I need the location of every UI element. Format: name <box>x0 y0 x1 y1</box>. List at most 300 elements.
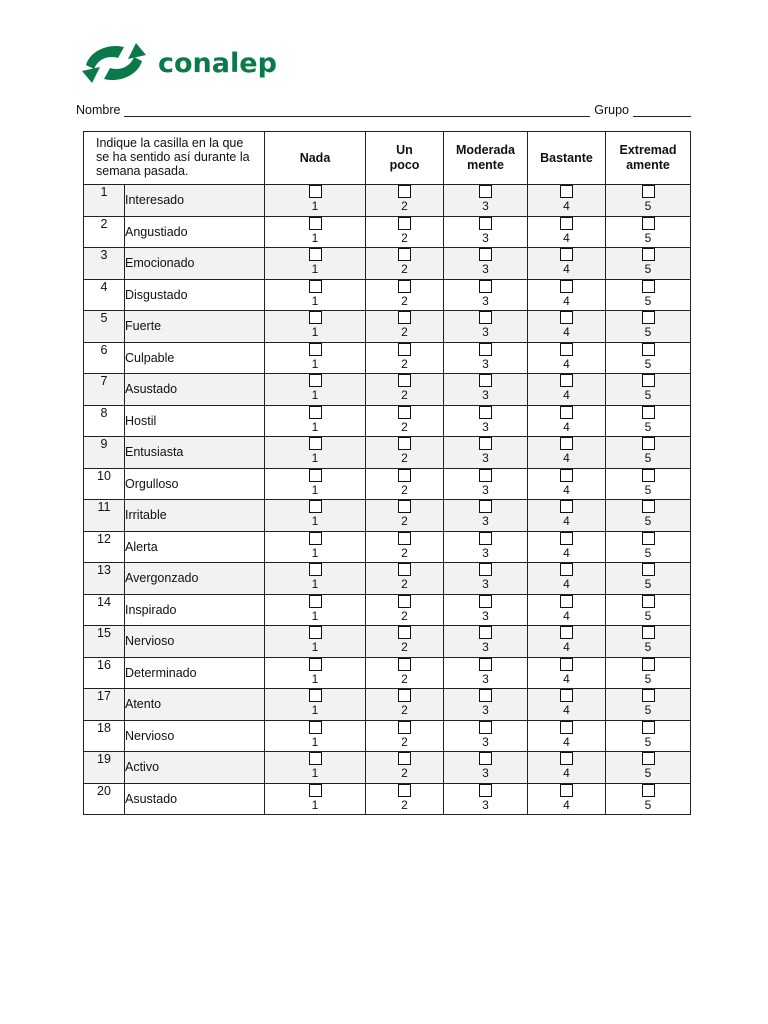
rating-checkbox[interactable] <box>398 595 411 608</box>
rating-cell <box>265 563 366 595</box>
rating-value: 5 <box>644 734 652 749</box>
rating-checkbox[interactable] <box>642 437 655 450</box>
rating-value: 4 <box>563 797 570 812</box>
rating-checkbox[interactable] <box>642 721 655 734</box>
rating-value: 3 <box>482 734 489 749</box>
rating-cell <box>444 783 528 815</box>
rating-cell <box>606 437 691 469</box>
rating-cell <box>606 783 691 815</box>
rating-checkbox[interactable] <box>479 311 492 324</box>
rating-checkbox[interactable] <box>309 248 322 261</box>
item-label: Interesado <box>125 185 265 217</box>
rating-value: 1 <box>311 514 319 528</box>
rating-value: 3 <box>482 419 489 434</box>
rating-value: 1 <box>311 640 319 654</box>
rating-cell <box>528 531 606 563</box>
rating-checkbox[interactable] <box>398 374 411 387</box>
rating-value: 5 <box>644 419 652 434</box>
rating-checkbox[interactable] <box>560 500 573 513</box>
rating-checkbox[interactable] <box>642 626 655 639</box>
rating-cell <box>265 374 366 406</box>
rating-checkbox[interactable] <box>309 437 322 450</box>
rating-checkbox[interactable] <box>309 280 322 293</box>
rating-checkbox[interactable] <box>479 437 492 450</box>
rating-cell <box>265 437 366 469</box>
rating-checkbox[interactable] <box>642 343 655 356</box>
rating-checkbox[interactable] <box>398 658 411 671</box>
rating-cell <box>366 342 444 374</box>
rating-cell <box>265 626 366 658</box>
item-number: 14 <box>84 594 125 626</box>
rating-checkbox[interactable] <box>479 752 492 765</box>
rating-checkbox[interactable] <box>309 563 322 576</box>
rating-value: 2 <box>401 356 408 371</box>
rating-cell <box>606 626 691 658</box>
rating-cell <box>606 500 691 532</box>
rating-value: 2 <box>401 262 408 276</box>
item-number: 20 <box>84 783 125 815</box>
rating-value: 1 <box>311 388 319 402</box>
rating-checkbox[interactable] <box>398 217 411 230</box>
rating-checkbox[interactable] <box>560 406 573 419</box>
rating-cell <box>444 657 528 689</box>
rating-checkbox[interactable] <box>560 374 573 387</box>
rating-checkbox[interactable] <box>309 595 322 608</box>
rating-cell <box>444 405 528 437</box>
rating-cell <box>444 720 528 752</box>
rating-cell <box>606 468 691 500</box>
rating-cell <box>606 342 691 374</box>
rating-cell <box>444 752 528 784</box>
rating-cell <box>444 216 528 248</box>
rating-cell <box>528 752 606 784</box>
item-label: Irritable <box>125 500 265 532</box>
rating-checkbox[interactable] <box>479 563 492 576</box>
item-label: Activo <box>125 752 265 784</box>
name-label: Nombre <box>76 103 121 117</box>
item-label: Angustiado <box>125 216 265 248</box>
rating-checkbox[interactable] <box>398 752 411 765</box>
table-row <box>84 342 691 374</box>
rating-checkbox[interactable] <box>642 563 655 576</box>
rating-cell <box>265 500 366 532</box>
group-label: Grupo <box>594 103 629 117</box>
rating-checkbox[interactable] <box>642 689 655 702</box>
rating-value: 3 <box>482 545 489 560</box>
rating-value: 4 <box>563 766 570 780</box>
rating-value: 1 <box>311 545 319 560</box>
table-row <box>84 783 691 815</box>
rating-checkbox[interactable] <box>309 721 322 734</box>
rating-checkbox[interactable] <box>309 217 322 230</box>
rating-checkbox[interactable] <box>560 658 573 671</box>
rating-cell <box>366 437 444 469</box>
rating-checkbox[interactable] <box>309 343 322 356</box>
table-row <box>84 500 691 532</box>
rating-cell <box>265 720 366 752</box>
rating-checkbox[interactable] <box>479 784 492 797</box>
rating-checkbox[interactable] <box>642 217 655 230</box>
table-row <box>84 216 691 248</box>
rating-cell <box>444 594 528 626</box>
rating-cell <box>265 279 366 311</box>
rating-checkbox[interactable] <box>479 374 492 387</box>
item-number: 8 <box>84 405 125 437</box>
rating-checkbox[interactable] <box>642 280 655 293</box>
rating-value: 1 <box>311 766 319 780</box>
item-label: Alerta <box>125 531 265 563</box>
rating-cell <box>444 437 528 469</box>
rating-checkbox[interactable] <box>398 248 411 261</box>
rating-cell <box>265 342 366 374</box>
item-number: 5 <box>84 311 125 343</box>
rating-checkbox[interactable] <box>560 311 573 324</box>
rating-checkbox[interactable] <box>642 374 655 387</box>
item-number: 2 <box>84 216 125 248</box>
rating-checkbox[interactable] <box>309 626 322 639</box>
rating-checkbox[interactable] <box>642 469 655 482</box>
rating-value: 4 <box>563 734 570 749</box>
rating-cell <box>366 626 444 658</box>
rating-value: 4 <box>563 419 570 434</box>
rating-value: 2 <box>401 199 408 213</box>
rating-cell <box>366 405 444 437</box>
rating-checkbox[interactable] <box>479 500 492 513</box>
rating-cell <box>366 657 444 689</box>
panas-survey-table <box>83 131 691 815</box>
rating-value: 4 <box>563 671 570 686</box>
rating-value: 2 <box>401 608 408 623</box>
rating-value: 2 <box>401 766 408 780</box>
rating-value: 3 <box>482 577 489 591</box>
rating-checkbox[interactable] <box>309 374 322 387</box>
rating-value: 1 <box>311 671 319 686</box>
rating-checkbox[interactable] <box>642 500 655 513</box>
rating-checkbox[interactable] <box>309 500 322 513</box>
rating-checkbox[interactable] <box>560 248 573 261</box>
rating-checkbox[interactable] <box>398 689 411 702</box>
rating-checkbox[interactable] <box>560 563 573 576</box>
item-number: 9 <box>84 437 125 469</box>
rating-value: 1 <box>311 734 319 749</box>
rating-value: 5 <box>644 356 652 371</box>
rating-checkbox[interactable] <box>479 280 492 293</box>
rating-value: 2 <box>401 671 408 686</box>
rating-checkbox[interactable] <box>398 532 411 545</box>
rating-cell <box>366 248 444 280</box>
rating-cell <box>366 374 444 406</box>
rating-checkbox[interactable] <box>560 784 573 797</box>
table-row <box>84 531 691 563</box>
rating-cell <box>606 563 691 595</box>
rating-value: 5 <box>644 608 652 623</box>
rating-value: 3 <box>482 608 489 623</box>
rating-value: 3 <box>482 671 489 686</box>
item-label: Nervioso <box>125 720 265 752</box>
name-field[interactable] <box>124 104 590 117</box>
item-label: Disgustado <box>125 279 265 311</box>
item-number: 15 <box>84 626 125 658</box>
rating-cell <box>528 689 606 721</box>
rating-checkbox[interactable] <box>479 343 492 356</box>
rating-checkbox[interactable] <box>398 280 411 293</box>
rating-checkbox[interactable] <box>309 469 322 482</box>
rating-cell <box>444 279 528 311</box>
column-header: Extremad amente <box>606 132 691 185</box>
item-label: Asustado <box>125 374 265 406</box>
table-row <box>84 468 691 500</box>
rating-cell <box>528 185 606 217</box>
rating-cell <box>366 531 444 563</box>
rating-cell <box>265 689 366 721</box>
item-number: 7 <box>84 374 125 406</box>
rating-value: 2 <box>401 419 408 434</box>
rating-value: 4 <box>563 262 570 276</box>
rating-cell <box>366 563 444 595</box>
rating-cell <box>606 248 691 280</box>
rating-checkbox[interactable] <box>309 784 322 797</box>
table-header-row <box>84 132 691 185</box>
rating-value: 3 <box>482 199 489 213</box>
rating-checkbox[interactable] <box>560 217 573 230</box>
rating-checkbox[interactable] <box>479 721 492 734</box>
rating-checkbox[interactable] <box>398 500 411 513</box>
rating-checkbox[interactable] <box>398 185 411 198</box>
rating-checkbox[interactable] <box>398 721 411 734</box>
rating-value: 5 <box>644 545 652 560</box>
rating-cell <box>444 374 528 406</box>
rating-value: 3 <box>482 293 489 308</box>
rating-value: 2 <box>401 230 408 245</box>
rating-cell <box>265 752 366 784</box>
rating-cell <box>366 500 444 532</box>
rating-value: 5 <box>644 262 652 276</box>
rating-cell <box>444 531 528 563</box>
rating-value: 4 <box>563 514 570 528</box>
rating-value: 4 <box>563 356 570 371</box>
rating-cell <box>606 279 691 311</box>
item-label: Atento <box>125 689 265 721</box>
rating-checkbox[interactable] <box>398 784 411 797</box>
rating-cell <box>366 216 444 248</box>
rating-checkbox[interactable] <box>560 626 573 639</box>
rating-value: 1 <box>311 797 319 812</box>
rating-value: 2 <box>401 388 408 402</box>
rating-value: 5 <box>644 703 652 717</box>
rating-checkbox[interactable] <box>479 626 492 639</box>
rating-cell <box>528 405 606 437</box>
rating-value: 2 <box>401 734 408 749</box>
rating-cell <box>265 783 366 815</box>
rating-checkbox[interactable] <box>479 689 492 702</box>
table-row <box>84 563 691 595</box>
table-row <box>84 248 691 280</box>
rating-checkbox[interactable] <box>560 752 573 765</box>
rating-value: 4 <box>563 482 570 497</box>
rating-checkbox[interactable] <box>479 406 492 419</box>
rating-checkbox[interactable] <box>560 437 573 450</box>
rating-checkbox[interactable] <box>479 532 492 545</box>
rating-cell <box>528 657 606 689</box>
table-row <box>84 185 691 217</box>
rating-cell <box>606 216 691 248</box>
rating-checkbox[interactable] <box>398 343 411 356</box>
rating-cell <box>606 657 691 689</box>
column-header: Bastante <box>528 132 606 185</box>
rating-value: 3 <box>482 388 489 402</box>
column-header: Nada <box>265 132 366 185</box>
rating-checkbox[interactable] <box>560 469 573 482</box>
rating-value: 2 <box>401 577 408 591</box>
name-group-line <box>76 99 691 117</box>
rating-value: 3 <box>482 640 489 654</box>
instruction-text: Indique la casilla en la que se ha sentido así durante la semana pasada. <box>84 132 265 185</box>
rating-cell <box>606 185 691 217</box>
rating-cell <box>265 185 366 217</box>
rating-checkbox[interactable] <box>479 185 492 198</box>
item-label: Nervioso <box>125 626 265 658</box>
table-row <box>84 689 691 721</box>
conalep-emblem-icon <box>80 41 148 85</box>
rating-value: 1 <box>311 262 319 276</box>
rating-checkbox[interactable] <box>642 752 655 765</box>
item-number: 17 <box>84 689 125 721</box>
rating-cell <box>444 185 528 217</box>
rating-checkbox[interactable] <box>560 532 573 545</box>
rating-checkbox[interactable] <box>309 658 322 671</box>
rating-checkbox[interactable] <box>642 784 655 797</box>
item-number: 6 <box>84 342 125 374</box>
rating-cell <box>444 563 528 595</box>
rating-value: 4 <box>563 325 570 339</box>
rating-cell <box>366 311 444 343</box>
rating-checkbox[interactable] <box>398 626 411 639</box>
table-row <box>84 594 691 626</box>
rating-checkbox[interactable] <box>479 595 492 608</box>
rating-checkbox[interactable] <box>309 752 322 765</box>
rating-cell <box>528 783 606 815</box>
rating-checkbox[interactable] <box>309 406 322 419</box>
rating-checkbox[interactable] <box>642 658 655 671</box>
rating-value: 1 <box>311 356 319 371</box>
rating-cell <box>366 783 444 815</box>
rating-value: 4 <box>563 451 570 465</box>
item-label: Orgulloso <box>125 468 265 500</box>
rating-checkbox[interactable] <box>560 343 573 356</box>
rating-value: 2 <box>401 293 408 308</box>
rating-checkbox[interactable] <box>479 658 492 671</box>
rating-value: 2 <box>401 451 408 465</box>
rating-value: 4 <box>563 608 570 623</box>
rating-cell <box>265 594 366 626</box>
rating-cell <box>606 594 691 626</box>
table-row <box>84 657 691 689</box>
rating-checkbox[interactable] <box>398 311 411 324</box>
rating-value: 2 <box>401 703 408 717</box>
rating-value: 3 <box>482 766 489 780</box>
rating-cell <box>606 311 691 343</box>
rating-checkbox[interactable] <box>642 248 655 261</box>
rating-cell <box>528 437 606 469</box>
rating-cell <box>606 374 691 406</box>
rating-cell <box>528 216 606 248</box>
rating-checkbox[interactable] <box>479 248 492 261</box>
rating-checkbox[interactable] <box>398 406 411 419</box>
rating-checkbox[interactable] <box>642 406 655 419</box>
item-number: 16 <box>84 657 125 689</box>
item-label: Culpable <box>125 342 265 374</box>
rating-cell <box>528 468 606 500</box>
rating-cell <box>444 342 528 374</box>
item-label: Avergonzado <box>125 563 265 595</box>
rating-checkbox[interactable] <box>309 185 322 198</box>
rating-cell <box>606 689 691 721</box>
rating-cell <box>366 185 444 217</box>
table-row <box>84 311 691 343</box>
rating-checkbox[interactable] <box>560 185 573 198</box>
rating-value: 1 <box>311 293 319 308</box>
rating-value: 1 <box>311 199 319 213</box>
rating-value: 4 <box>563 199 570 213</box>
rating-checkbox[interactable] <box>642 532 655 545</box>
rating-checkbox[interactable] <box>560 280 573 293</box>
rating-checkbox[interactable] <box>642 595 655 608</box>
item-label: Asustado <box>125 783 265 815</box>
group-field[interactable] <box>633 104 691 117</box>
rating-checkbox[interactable] <box>309 689 322 702</box>
item-label: Inspirado <box>125 594 265 626</box>
rating-checkbox[interactable] <box>398 563 411 576</box>
rating-value: 2 <box>401 514 408 528</box>
item-number: 10 <box>84 468 125 500</box>
rating-checkbox[interactable] <box>479 469 492 482</box>
rating-checkbox[interactable] <box>642 185 655 198</box>
rating-checkbox[interactable] <box>309 311 322 324</box>
rating-cell <box>265 531 366 563</box>
rating-cell <box>528 248 606 280</box>
rating-checkbox[interactable] <box>309 532 322 545</box>
rating-checkbox[interactable] <box>560 595 573 608</box>
item-number: 11 <box>84 500 125 532</box>
rating-checkbox[interactable] <box>642 311 655 324</box>
rating-value: 3 <box>482 703 489 717</box>
rating-value: 5 <box>644 325 652 339</box>
rating-checkbox[interactable] <box>398 437 411 450</box>
rating-checkbox[interactable] <box>398 469 411 482</box>
rating-value: 1 <box>311 577 319 591</box>
rating-cell <box>366 468 444 500</box>
rating-value: 2 <box>401 325 408 339</box>
rating-value: 3 <box>482 797 489 812</box>
rating-cell <box>444 248 528 280</box>
table-row <box>84 405 691 437</box>
rating-cell <box>366 689 444 721</box>
rating-value: 4 <box>563 230 570 245</box>
rating-value: 5 <box>644 640 652 654</box>
rating-checkbox[interactable] <box>560 721 573 734</box>
rating-value: 3 <box>482 262 489 276</box>
rating-checkbox[interactable] <box>560 689 573 702</box>
rating-value: 5 <box>644 388 652 402</box>
rating-value: 5 <box>644 671 652 686</box>
rating-value: 5 <box>644 514 652 528</box>
rating-value: 1 <box>311 608 319 623</box>
rating-value: 4 <box>563 640 570 654</box>
rating-value: 3 <box>482 230 489 245</box>
rating-value: 1 <box>311 325 319 339</box>
rating-checkbox[interactable] <box>479 217 492 230</box>
rating-value: 2 <box>401 545 408 560</box>
